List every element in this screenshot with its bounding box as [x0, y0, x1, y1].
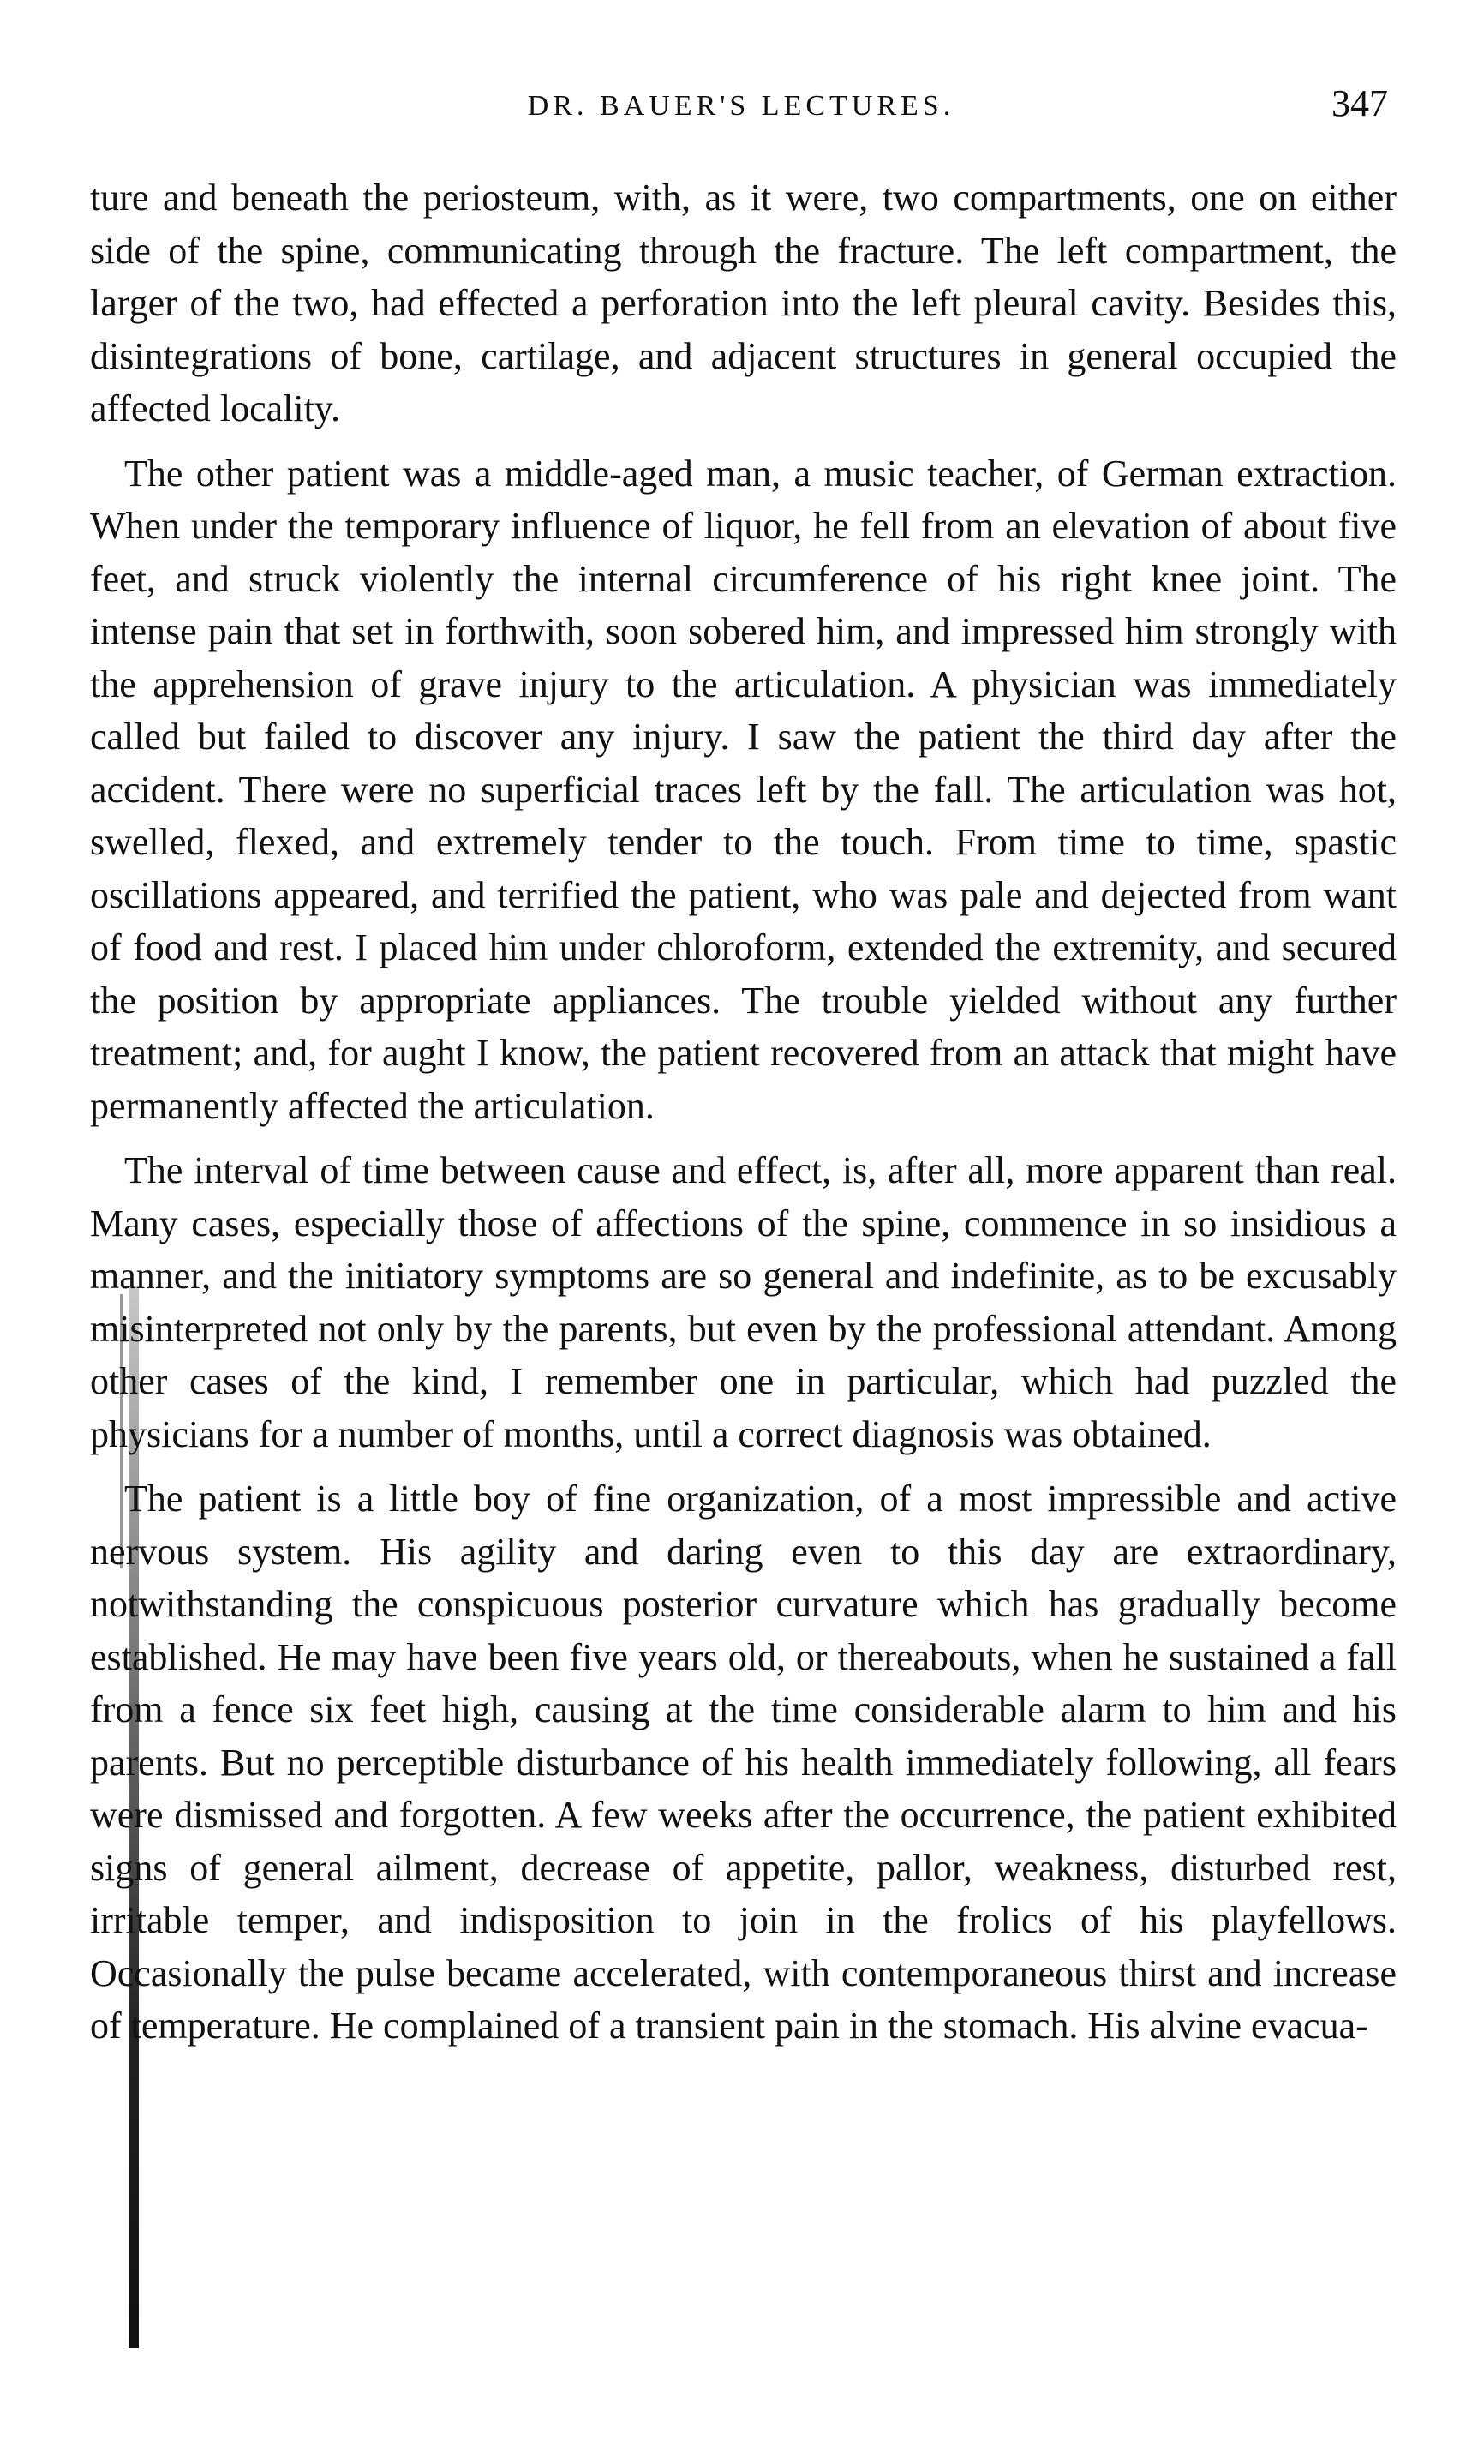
paragraph-4: The patient is a little boy of fine organization, of a most impressible and active nervous system. His agility and daring even to this day are extraordinary, notwithstanding the conspicuous posterior curvature which has gradually become established. He may have been five years old, or thereabouts, when he sustained a fall from a fence six feet high, causing at the time considerable alarm to him and his parents. But no perceptible disturbance of his health immediately following, all fears were dismissed and forgotten. A few weeks after the occurrence, the patient exhibited signs of general ailment, decrease of appetite, pallor, weakness, disturbed rest, irritable temper, and indisposition to join in the frolics of his playfellows. Occasionally the pulse became accelerated, with contemporaneous thirst and increase of temperature. He complained of a transient pain in the stomach. His alvine evacua-	[90, 1478, 1397, 2047]
paragraph-1: ture and beneath the periosteum, with, as it were, two compartments, one on either side of the spine, communicating through the fracture. The left compartment, the larger of the two, had effected a perforation into the left pleural cavity. Besides this, disintegrations of bone, cartilage, and adjacent structures in general occupied the affected locality.	[90, 177, 1397, 429]
paragraph-3: The interval of time between cause and effect, is, after all, more apparent than real. Many cases, especially those of affections of the spine, commence in so insidious a manner, and the initiatory symptoms are so general and indefinite, as to be excusably misinterpreted not only by the parents, but even by the professional attendant. Among other cases of the kind, I remember one in particular, which had puzzled the physicians for a number of months, until a correct diagnosis was obtained.	[90, 1149, 1397, 1455]
paragraph-2: The other patient was a middle-aged man, a music teacher, of German extraction. When under the temporary influence of liquor, he fell from an elevation of about five feet, and struck violently the internal circumference of his right knee joint. The intense pain that set in forthwith, soon sobered him, and impressed him strongly with the apprehension of grave injury to the articulation. A physician was immediately called but failed to discover any injury. I saw the patient the third day after the accident. There were no superficial traces left by the fall. The articulation was hot, swelled, flexed, and extremely tender to the touch. From time to time, spastic oscillations appeared, and terrified the patient, who was pale and dejected from want of food and rest. I placed him under chloroform, extended the extremity, and secured the position by appropriate appliances. The trouble yielded without any further treatment; and, for aught I know, the patient recovered from an attack that might have permanently affected the articulation.	[90, 452, 1397, 1127]
running-head	[94, 81, 1388, 133]
body-text	[90, 171, 1397, 2065]
running-title: DR. BAUER'S LECTURES.	[527, 90, 955, 122]
page-number: 347	[1331, 82, 1388, 124]
